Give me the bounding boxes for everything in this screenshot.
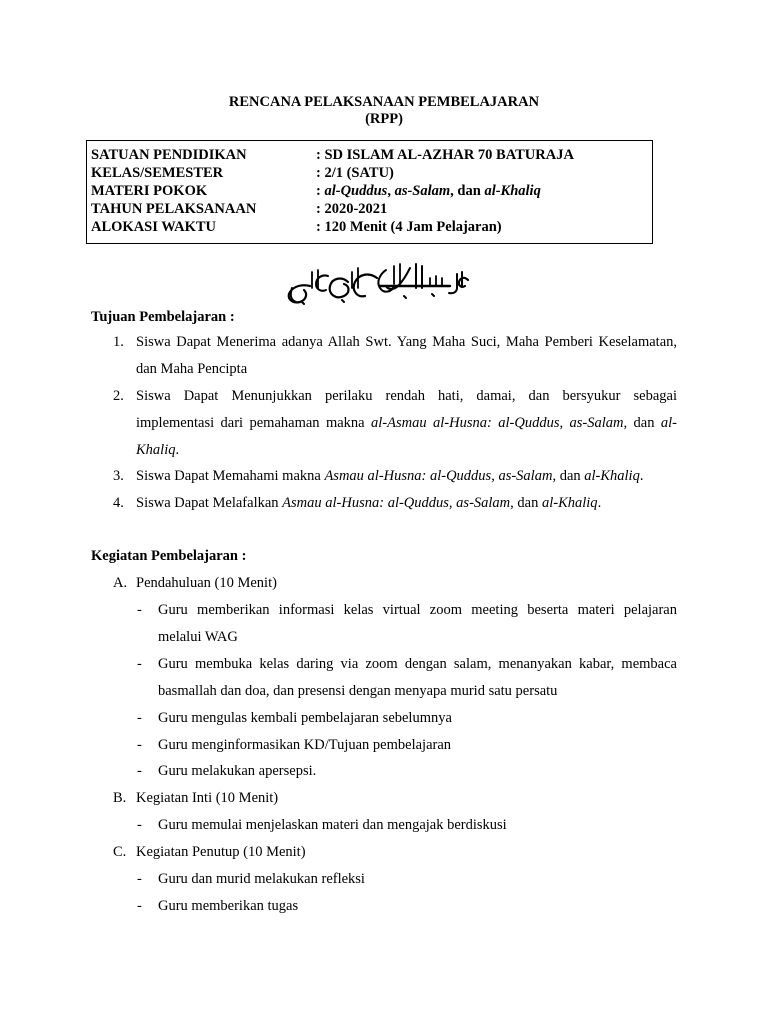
info-value: : 2/1 (SATU) bbox=[316, 165, 394, 181]
info-label: KELAS/SEMESTER bbox=[91, 165, 224, 181]
tujuan-item-2-line-2: implementasi dari pemahaman makna al-Asmau al-Husna: al-Quddus, as-Salam, dan al- bbox=[136, 415, 678, 431]
tujuan-item-2-line-3: Khaliq. bbox=[136, 442, 180, 458]
bullet-dash: - bbox=[137, 737, 142, 753]
identity-table bbox=[86, 140, 653, 244]
bullet-dash: - bbox=[137, 763, 142, 779]
bullet-dash: - bbox=[137, 871, 142, 887]
info-value: : 120 Menit (4 Jam Pelajaran) bbox=[316, 219, 502, 235]
info-value: : 2020-2021 bbox=[316, 201, 388, 217]
kegiatan-heading: Kegiatan Pembelajaran : bbox=[91, 548, 247, 564]
bullet-text: Guru mengulas kembali pembelajaran sebelumnya bbox=[158, 710, 452, 726]
section-title-pendahuluan: Pendahuluan (10 Menit) bbox=[136, 575, 277, 591]
info-label: MATERI POKOK bbox=[91, 183, 208, 199]
bullet-text: Guru dan murid melakukan refleksi bbox=[158, 871, 365, 887]
bullet-text: Guru menginformasikan KD/Tujuan pembelajaran bbox=[158, 737, 452, 753]
bullet-text: Guru membuka kelas daring via zoom dengan salam, menanyakan kabar, membaca bbox=[158, 656, 677, 672]
list-number: 3. bbox=[113, 468, 124, 484]
info-value: : al-Quddus, as-Salam, dan al-Khaliq bbox=[316, 183, 541, 199]
bullet-text: melalui WAG bbox=[158, 629, 238, 645]
info-label: TAHUN PELAKSANAAN bbox=[91, 201, 257, 217]
tujuan-item-3: Siswa Dapat Memahami makna Asmau al-Husna: al-Quddus, as-Salam, dan al-Khaliq. bbox=[136, 468, 644, 484]
section-letter: B. bbox=[113, 790, 127, 806]
bullet-dash: - bbox=[137, 898, 142, 914]
list-number: 1. bbox=[113, 334, 124, 350]
bullet-text: Guru memberikan informasi kelas virtual zoom meeting beserta materi pelajaran bbox=[158, 602, 677, 618]
list-number: 2. bbox=[113, 388, 124, 404]
bullet-text: Guru memberikan tugas bbox=[158, 898, 299, 914]
section-title-penutup: Kegiatan Penutup (10 Menit) bbox=[136, 844, 306, 860]
bullet-text: Guru melakukan apersepsi. bbox=[158, 763, 317, 779]
bullet-dash: - bbox=[137, 656, 142, 672]
info-label: ALOKASI WAKTU bbox=[91, 219, 217, 235]
document-subtitle: (RPP) bbox=[365, 111, 403, 127]
document-title: RENCANA PELAKSANAAN PEMBELAJARAN bbox=[228, 94, 540, 110]
bullet-text: basmallah dan doa, dan presensi dengan menyapa murid satu persatu bbox=[158, 683, 558, 699]
section-letter: A. bbox=[113, 575, 128, 591]
bullet-dash: - bbox=[137, 817, 142, 833]
bullet-dash: - bbox=[137, 602, 142, 618]
tujuan-item-1-line-2: dan Maha Pencipta bbox=[136, 361, 248, 377]
bullet-dash: - bbox=[137, 710, 142, 726]
basmala-calligraphy-image bbox=[282, 258, 472, 308]
tujuan-heading: Tujuan Pembelajaran : bbox=[91, 309, 235, 325]
info-label: SATUAN PENDIDIKAN bbox=[91, 147, 247, 163]
bullet-text: Guru memulai menjelaskan materi dan mengajak berdiskusi bbox=[158, 817, 507, 833]
section-letter: C. bbox=[113, 844, 127, 860]
tujuan-item-4: Siswa Dapat Melafalkan Asmau al-Husna: al-Quddus, as-Salam, dan al-Khaliq. bbox=[136, 495, 602, 511]
list-number: 4. bbox=[113, 495, 124, 511]
tujuan-item-2-line-1: Siswa Dapat Menunjukkan perilaku rendah hati, damai, dan bersyukur sebagai bbox=[136, 388, 677, 404]
info-value: : SD ISLAM AL-AZHAR 70 BATURAJA bbox=[316, 147, 574, 163]
tujuan-item-1-line-1: Siswa Dapat Menerima adanya Allah Swt. Yang Maha Suci, Maha Pemberi Keselamatan, bbox=[136, 334, 677, 350]
section-title-inti: Kegiatan Inti (10 Menit) bbox=[136, 790, 279, 806]
